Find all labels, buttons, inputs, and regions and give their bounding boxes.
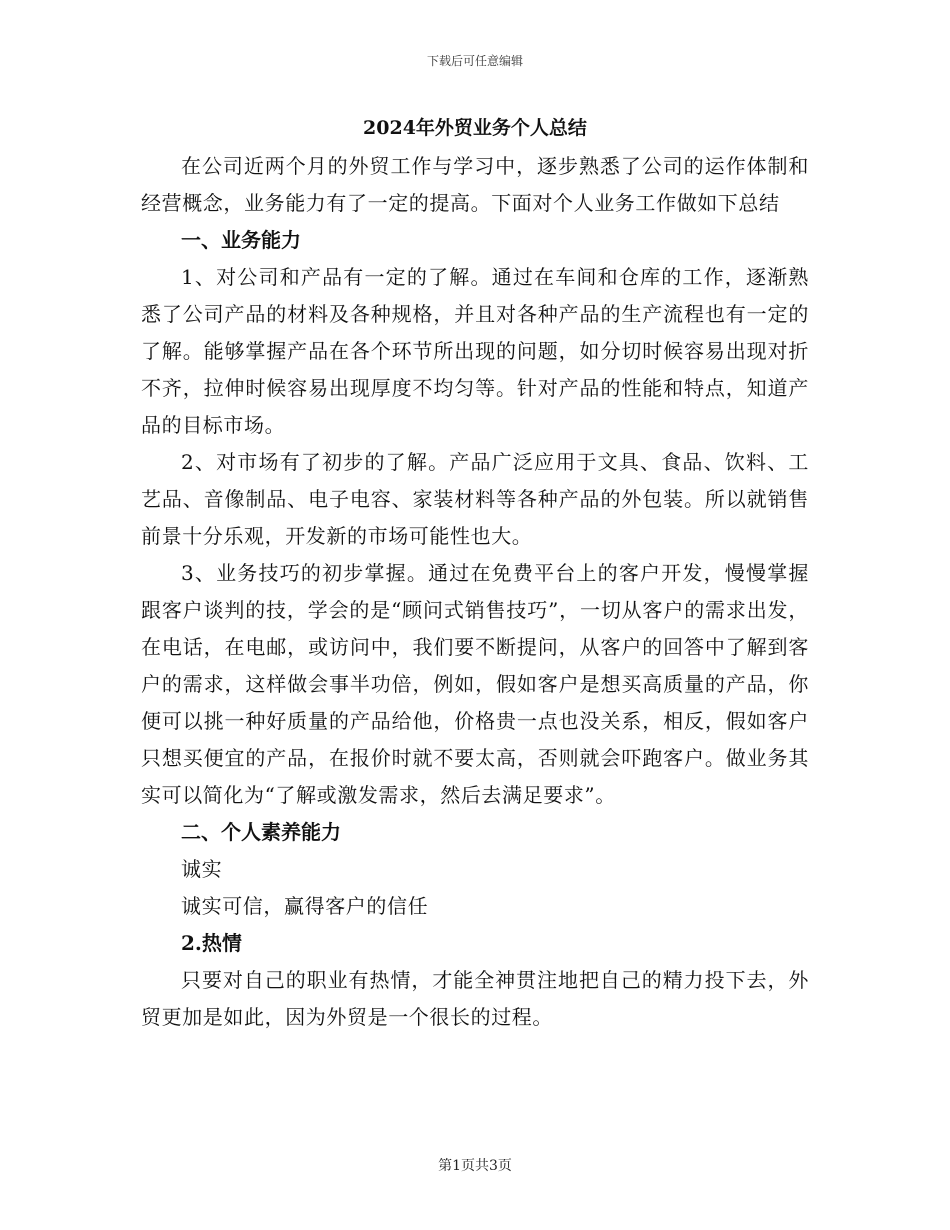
item-enthusiasm-label: 2.热情 [181,931,242,955]
section-heading-business-ability: 一、业务能力 [181,228,301,252]
page-number-footer: 第1页共3页 [438,1158,512,1174]
document-body [141,112,809,1036]
paragraph-business-skills: 3、业务技巧的初步掌握。通过在免费平台上的客户开发，慢慢掌握跟客户谈判的技，学会的是“顾问式销售技巧”，一切从客户的需求出发，在电话，在电邮，或访问中，我们要不断提问，从客户的回答中了解到客户的需求，这样做会事半功倍，例如，假如客户是想买高质量的产品，你便可以挑一种好质量的产品给他，价格贵一点也没关系，相反，假如客户只想买便宜的产品，在报价时就不要太高，否则就会吓跑客户。做业务其实可以简化为“了解或激发需求，然后去满足要求”。 [141,561,809,807]
document-title: 2024年外贸业务个人总结 [363,117,587,139]
paragraph-company-product: 1、对公司和产品有一定的了解。通过在车间和仓库的工作，逐渐熟悉了公司产品的材料及各种规格，并且对各种产品的生产流程也有一定的了解。能够掌握产品在各个环节所出现的问题，如分切时候容易出现对折不齐，拉伸时候容易出现厚度不均匀等。针对产品的性能和特点，知道产品的目标市场。 [141,265,809,437]
page-header-note: 下载后可任意编辑 [426,54,523,68]
item-enthusiasm-text: 只要对自己的职业有热情，才能全神贯注地把自己的精力投下去，外贸更加是如此，因为外贸是一个很长的过程。 [141,968,809,1029]
section-heading-personal-quality: 二、个人素养能力 [181,820,341,844]
intro-paragraph: 在公司近两个月的外贸工作与学习中，逐步熟悉了公司的运作体制和经营概念，业务能力有了一定的提高。下面对个人业务工作做如下总结 [141,154,809,215]
paragraph-market: 2、对市场有了初步的了解。产品广泛应用于文具、食品、饮料、工艺品、音像制品、电子电容、家装材料等各种产品的外包装。所以就销售前景十分乐观，开发新的市场可能性也大。 [141,450,809,548]
item-honesty-text: 诚实可信，赢得客户的信任 [181,894,429,918]
item-honesty-label: 诚实 [181,857,223,881]
